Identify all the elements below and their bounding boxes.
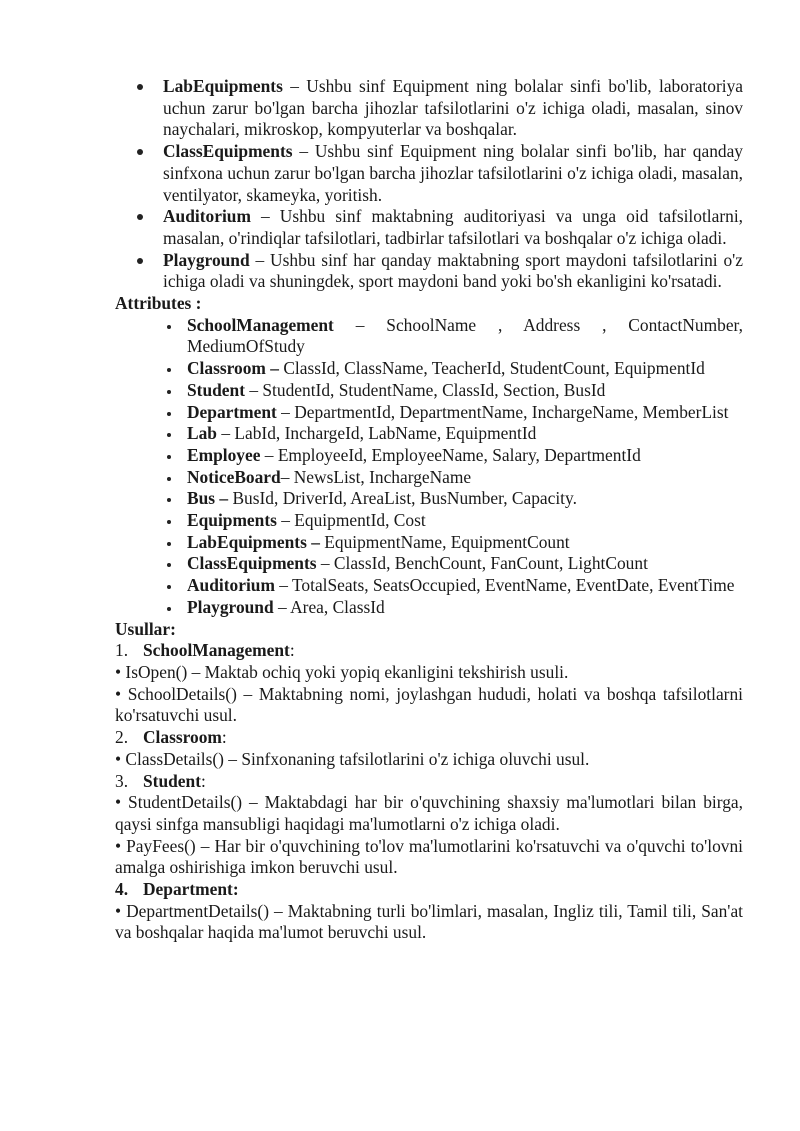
attribute-fields: DepartmentId, DepartmentName, InchargeName, MemberList [294, 401, 729, 422]
attributes-list [115, 315, 743, 619]
method-section [115, 771, 743, 880]
separator: – [274, 575, 293, 596]
separator: – [280, 466, 294, 487]
attribute-fields: TotalSeats, SeatsOccupied, EventName, EventDate, EventTime [292, 575, 735, 596]
method-class-name: Student [143, 770, 201, 791]
separator: – [216, 423, 235, 444]
document-content [115, 76, 743, 944]
attribute-item [115, 358, 743, 380]
method-section [115, 640, 743, 727]
separator: – [249, 249, 271, 270]
attribute-item [115, 553, 743, 575]
separator: – [245, 379, 263, 400]
class-description-item [115, 141, 743, 206]
method-title [115, 640, 743, 662]
attribute-fields: Area, ClassId [290, 596, 385, 617]
method-description: • PayFees() – Har bir o'quvchining to'lov ma'lumotlarini ko'rsatuvchi va o'quvchi to'lovni amalga oshirishiga imkon beruvchi usul. [115, 835, 743, 878]
attribute-class-name: Bus – [187, 488, 229, 509]
separator: – [260, 444, 278, 465]
class-name: Auditorium [163, 206, 251, 227]
method-number: 3. [115, 770, 129, 791]
attribute-class-name: Equipments [187, 510, 277, 531]
attribute-fields: BusId, DriverId, AreaList, BusNumber, Capacity. [232, 488, 577, 509]
class-description-item [115, 206, 743, 249]
attribute-class-name: Department [187, 401, 277, 422]
method-suffix: : [221, 727, 227, 748]
class-name: Playground [163, 249, 250, 270]
attribute-fields: ClassId, BenchCount, FanCount, LightCount [333, 553, 648, 574]
method-description: • DepartmentDetails() – Maktabning turli bo'limlari, masalan, Ingliz tili, Tamil tili, San'at va boshqalar haqida ma'lumot beruvchi usul. [115, 900, 743, 943]
attribute-fields: ClassId, ClassName, TeacherId, StudentCount, EquipmentId [283, 358, 705, 379]
separator: – [333, 314, 387, 335]
method-section [115, 879, 743, 944]
method-number: 2. [115, 727, 129, 748]
attribute-item [115, 402, 743, 424]
attribute-fields: StudentId, StudentName, ClassId, Section, BusId [262, 379, 606, 400]
attribute-fields: EmployeeId, EmployeeName, Salary, DepartmentId [277, 444, 641, 465]
separator: – [292, 141, 315, 162]
class-description-item [115, 76, 743, 141]
method-title [115, 879, 743, 901]
attribute-class-name: ClassEquipments [187, 553, 317, 574]
class-description-list [115, 76, 743, 293]
class-description: Ushbu sinf maktabning auditoriyasi va unga oid tafsilotlarni, masalan, o'rindiqlar tafsilotlari, tadbirlar tafsilotlari va boshqalar o'z ichiga oladi. [163, 206, 743, 248]
attribute-fields: NewsList, InchargeName [293, 466, 472, 487]
class-description-item [115, 250, 743, 293]
method-description: • StudentDetails() – Maktabdagi har bir o'quvchining shaxsiy ma'lumotlari bilan birga, qaysi sinfga mansubligi haqidagi ma'lumotlarni o'z ichiga oladi. [115, 792, 743, 834]
separator: – [273, 596, 291, 617]
attribute-fields: EquipmentId, Cost [294, 510, 426, 531]
method-title [115, 771, 743, 793]
method-class-name: Classroom [143, 727, 222, 748]
attribute-fields: SchoolName , Address , ContactNumber, MediumOfStudy [187, 314, 744, 357]
separator: – [276, 510, 295, 531]
class-name: LabEquipments [163, 76, 283, 96]
separator: – [316, 553, 334, 574]
method-number: 1. [115, 640, 129, 661]
attribute-class-name: NoticeBoard [187, 466, 281, 487]
method-class-name: SchoolManagement [143, 640, 290, 661]
attribute-class-name: Lab [187, 423, 217, 444]
attributes-heading: Attributes : [115, 293, 202, 314]
separator: – [282, 76, 307, 96]
method-description: • ClassDetails() – Sinfxonaning tafsilotlarini o'z ichiga oluvchi usul. [115, 748, 590, 769]
attribute-item [115, 510, 743, 532]
attribute-item [115, 423, 743, 445]
method-suffix: : [201, 770, 206, 791]
method-number: 4. [115, 879, 129, 900]
class-description: Ushbu sinf Equipment ning bolalar sinfi bo'lib, laboratoriya uchun zarur bo'lgan barcha jihozlar tafsilotlarini o'z ichiga oladi, masalan, sinov naychalari, mikroskop, kompyuterlar va boshqalar. [163, 76, 743, 140]
method-section [115, 727, 743, 770]
method-title [115, 727, 743, 749]
attribute-item [115, 445, 743, 467]
class-name: ClassEquipments [163, 141, 293, 162]
attribute-item [115, 488, 743, 510]
attribute-class-name: Employee [187, 444, 261, 465]
class-description: Ushbu sinf har qanday maktabning sport maydoni tafsilotlarini o'z ichiga oladi va shuningdek, sport maydoni band yoki bo'sh ekanligini ko'rsatadi. [163, 249, 744, 292]
separator: – [276, 401, 295, 422]
attribute-item [115, 380, 743, 402]
method-class-name: Department: [143, 879, 239, 900]
method-description: • IsOpen() – Maktab ochiq yoki yopiq ekanligini tekshirish usuli. [115, 661, 569, 682]
attribute-class-name: Student [187, 379, 245, 400]
separator: – [250, 206, 280, 227]
method-suffix: : [289, 640, 295, 661]
attribute-item [115, 575, 743, 597]
attribute-class-name: Playground [187, 596, 274, 617]
attribute-fields: LabId, InchargeId, LabName, EquipmentId [234, 423, 537, 444]
method-description: • SchoolDetails() – Maktabning nomi, joylashgan hududi, holati va boshqa tafsilotlarni ko'rsatuvchi usul. [115, 683, 743, 726]
class-description: Ushbu sinf Equipment ning bolalar sinfi bo'lib, har qanday sinfxona uchun zarur bo'lgan barcha jihozlar tafsilotlarini o'z ichiga oladi, masalan, ventilyator, skameyka, yoritish. [163, 141, 744, 205]
attribute-class-name: Auditorium [187, 575, 275, 596]
attribute-class-name: LabEquipments – [187, 531, 320, 552]
methods-heading: Usullar: [115, 618, 176, 639]
attribute-item [115, 467, 743, 489]
attribute-class-name: SchoolManagement [187, 314, 334, 335]
attribute-fields: EquipmentName, EquipmentCount [324, 531, 570, 552]
attribute-class-name: Classroom – [187, 358, 279, 379]
attribute-item [115, 315, 743, 358]
attribute-item [115, 532, 743, 554]
attribute-item [115, 597, 743, 619]
